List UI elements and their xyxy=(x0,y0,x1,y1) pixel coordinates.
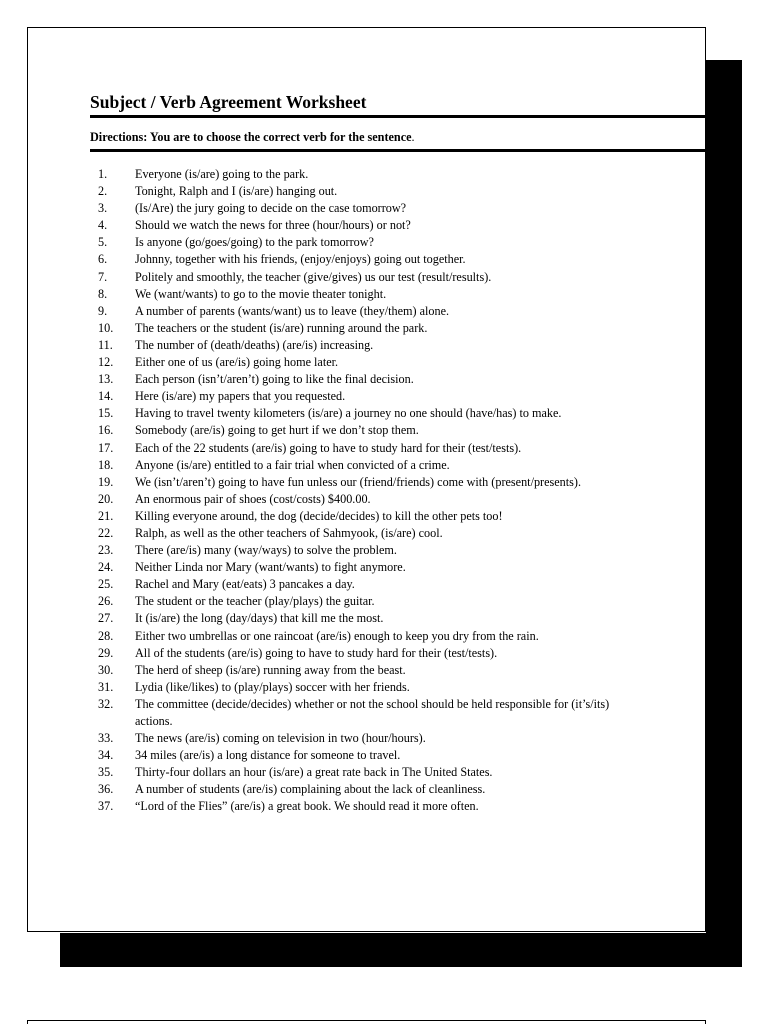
page-shadow-right xyxy=(706,60,742,966)
question-text: Somebody (are/is) going to get hurt if we don’t stop them. xyxy=(135,423,419,438)
question-number: 5. xyxy=(98,235,108,250)
question-text: All of the students (are/is) going to have to study hard for their (test/tests). xyxy=(135,645,498,660)
question-item xyxy=(98,337,643,354)
question-item xyxy=(98,628,643,645)
question-item xyxy=(98,166,643,183)
question-number: 32. xyxy=(98,696,114,711)
question-number: 13. xyxy=(98,372,114,387)
question-text: Tonight, Ralph and I (is/are) hanging out. xyxy=(135,184,338,199)
question-item xyxy=(98,457,643,474)
question-text: Ralph, as well as the other teachers of Sahmyook, (is/are) cool. xyxy=(135,525,443,540)
question-number: 2. xyxy=(98,184,108,199)
question-number: 6. xyxy=(98,252,108,267)
question-text: Thirty-four dollars an hour (is/are) a great rate back in The United States. xyxy=(135,765,493,780)
question-number: 3. xyxy=(98,201,108,216)
question-text: We (want/wants) to go to the movie theater tonight. xyxy=(135,286,387,301)
question-number: 21. xyxy=(98,508,114,523)
question-item xyxy=(98,388,643,405)
question-number: 23. xyxy=(98,543,114,558)
question-item xyxy=(98,645,643,662)
question-text: An enormous pair of shoes (cost/costs) $400.00. xyxy=(135,491,371,506)
question-text: Lydia (like/likes) to (play/plays) soccer with her friends. xyxy=(135,679,410,694)
title-rule xyxy=(90,115,705,118)
question-item xyxy=(98,662,643,679)
question-text: A number of parents (wants/want) us to leave (they/them) alone. xyxy=(135,303,450,318)
question-text: Here (is/are) my papers that you requested. xyxy=(135,389,346,404)
question-number: 24. xyxy=(98,560,114,575)
question-text: Politely and smoothly, the teacher (give/gives) us our test (result/results). xyxy=(135,269,492,284)
question-list xyxy=(98,166,643,816)
worksheet-page xyxy=(27,27,706,932)
question-item xyxy=(98,559,643,576)
next-page-edge xyxy=(27,1020,706,1024)
question-text: Is anyone (go/goes/going) to the park tomorrow? xyxy=(135,235,374,250)
question-item xyxy=(98,217,643,234)
question-item xyxy=(98,303,643,320)
question-item xyxy=(98,696,643,730)
question-text: There (are/is) many (way/ways) to solve the problem. xyxy=(135,543,397,558)
question-number: 28. xyxy=(98,628,114,643)
question-item xyxy=(98,183,643,200)
question-item xyxy=(98,269,643,286)
worksheet-title: Subject / Verb Agreement Worksheet xyxy=(90,92,367,112)
question-item xyxy=(98,747,643,764)
question-number: 29. xyxy=(98,645,114,660)
question-item xyxy=(98,200,643,217)
question-number: 15. xyxy=(98,406,114,421)
question-item xyxy=(98,764,643,781)
question-text: Having to travel twenty kilometers (is/are) a journey no one should (have/has) to make. xyxy=(135,406,562,421)
question-number: 9. xyxy=(98,303,108,318)
question-text: The committee (decide/decides) whether or not the school should be held responsible for (it’s/its) actions. xyxy=(135,696,610,728)
question-number: 4. xyxy=(98,218,108,233)
question-text: 34 miles (are/is) a long distance for someone to travel. xyxy=(135,748,401,763)
question-number: 22. xyxy=(98,525,114,540)
question-text: The herd of sheep (is/are) running away from the beast. xyxy=(135,662,406,677)
question-number: 31. xyxy=(98,679,114,694)
question-number: 7. xyxy=(98,269,108,284)
question-text: Each of the 22 students (are/is) going to have to study hard for their (test/tests). xyxy=(135,440,522,455)
question-item xyxy=(98,371,643,388)
question-text: We (isn’t/aren’t) going to have fun unless our (friend/friends) come with (present/presents). xyxy=(135,474,581,489)
question-number: 33. xyxy=(98,731,114,746)
question-number: 12. xyxy=(98,355,114,370)
question-number: 19. xyxy=(98,474,114,489)
question-number: 36. xyxy=(98,782,114,797)
question-text: Either two umbrellas or one raincoat (are/is) enough to keep you dry from the rain. xyxy=(135,628,539,643)
question-item xyxy=(98,474,643,491)
question-item xyxy=(98,542,643,559)
question-text: Johnny, together with his friends, (enjoy/enjoys) going out together. xyxy=(135,252,466,267)
question-item xyxy=(98,798,643,815)
question-text: Neither Linda nor Mary (want/wants) to fight anymore. xyxy=(135,560,406,575)
question-text: Each person (isn’t/aren’t) going to like the final decision. xyxy=(135,372,414,387)
question-number: 8. xyxy=(98,286,108,301)
question-text: The news (are/is) coming on television in two (hour/hours). xyxy=(135,731,426,746)
question-number: 10. xyxy=(98,320,114,335)
question-text: Everyone (is/are) going to the park. xyxy=(135,167,309,181)
question-item xyxy=(98,422,643,439)
question-number: 16. xyxy=(98,423,114,438)
question-item xyxy=(98,405,643,422)
question-item xyxy=(98,354,643,371)
directions-period: . xyxy=(411,130,415,144)
question-text: Either one of us (are/is) going home later. xyxy=(135,355,339,370)
question-item xyxy=(98,781,643,798)
question-item xyxy=(98,525,643,542)
question-text: Should we watch the news for three (hour/hours) or not? xyxy=(135,218,411,233)
question-number: 34. xyxy=(98,748,114,763)
question-item xyxy=(98,508,643,525)
question-text: The teachers or the student (is/are) running around the park. xyxy=(135,320,428,335)
question-item xyxy=(98,491,643,508)
question-item xyxy=(98,251,643,268)
directions-bold-text: Directions: You are to choose the correct verb for the sentence xyxy=(90,130,412,144)
page-shadow-bottom xyxy=(60,933,742,967)
question-number: 17. xyxy=(98,440,114,455)
question-text: Anyone (is/are) entitled to a fair trial when convicted of a crime. xyxy=(135,457,450,472)
question-item xyxy=(98,440,643,457)
directions-text xyxy=(90,130,415,145)
question-item xyxy=(98,730,643,747)
question-number: 35. xyxy=(98,765,114,780)
question-text: The student or the teacher (play/plays) the guitar. xyxy=(135,594,375,609)
question-number: 26. xyxy=(98,594,114,609)
question-number: 14. xyxy=(98,389,114,404)
question-number: 30. xyxy=(98,662,114,677)
question-number: 18. xyxy=(98,457,114,472)
question-text: A number of students (are/is) complaining about the lack of cleanliness. xyxy=(135,782,486,797)
question-number: 25. xyxy=(98,577,114,592)
question-text: “Lord of the Flies” (are/is) a great book. We should read it more often. xyxy=(135,799,479,814)
question-item xyxy=(98,576,643,593)
question-item xyxy=(98,320,643,337)
question-number: 1. xyxy=(98,167,108,181)
question-number: 20. xyxy=(98,491,114,506)
question-number: 37. xyxy=(98,799,114,814)
question-item xyxy=(98,610,643,627)
question-item xyxy=(98,593,643,610)
question-item xyxy=(98,679,643,696)
question-number: 11. xyxy=(98,337,113,352)
question-item xyxy=(98,234,643,251)
question-text: It (is/are) the long (day/days) that kill me the most. xyxy=(135,611,384,626)
question-number: 27. xyxy=(98,611,114,626)
question-item xyxy=(98,286,643,303)
question-text: (Is/Are) the jury going to decide on the case tomorrow? xyxy=(135,201,407,216)
question-text: Killing everyone around, the dog (decide/decides) to kill the other pets too! xyxy=(135,508,503,523)
question-text: The number of (death/deaths) (are/is) increasing. xyxy=(135,337,374,352)
directions-rule xyxy=(90,149,705,152)
question-text: Rachel and Mary (eat/eats) 3 pancakes a day. xyxy=(135,577,355,592)
